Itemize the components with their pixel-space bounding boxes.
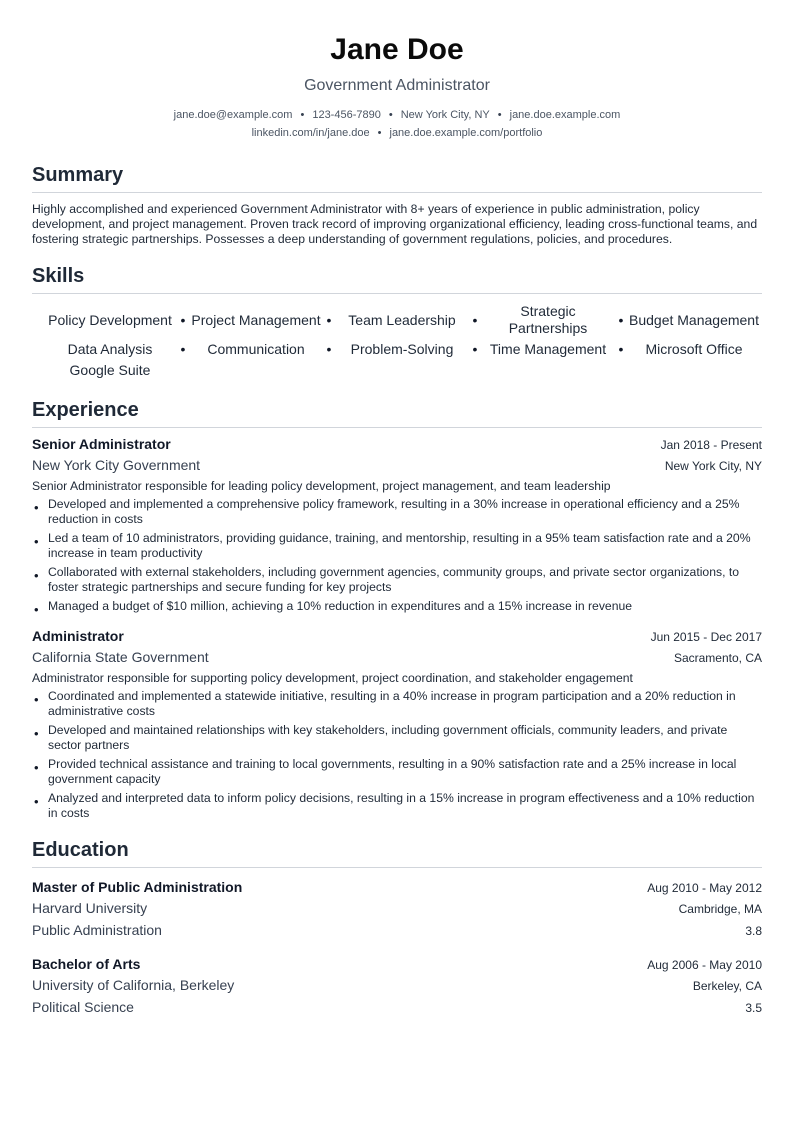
bullet-dot: •	[34, 568, 39, 583]
bullet-dot: •	[326, 312, 332, 328]
section-divider	[32, 192, 762, 193]
list-item: • Led a team of 10 administrators, providing guidance, training, and mentorship, resulting in a 95% team satisfaction rate and a 20% increase in team productivity	[34, 531, 751, 560]
section-title: Skills	[32, 265, 85, 287]
education-entry	[32, 954, 762, 1019]
skills-list	[32, 303, 762, 379]
contact-info	[32, 106, 762, 142]
school-name: Harvard University	[32, 900, 148, 916]
job-entry	[32, 434, 762, 617]
bullet-dot: •	[180, 312, 186, 328]
list-item: • Collaborated with external stakeholders, including government agencies, community groups, and private sector organizations, to foster strategic partnerships and secure funding for key projects	[34, 565, 740, 594]
bullet-dot: •	[34, 692, 39, 707]
linkedin-link[interactable]: linkedin.com/in/jane.doe	[251, 127, 370, 139]
job-organization: California State Government	[32, 649, 209, 665]
bullet-dot: •	[618, 312, 624, 328]
resume-page	[32, 30, 762, 1019]
gpa-value: 3.8	[745, 924, 762, 938]
job-bullets	[32, 689, 762, 821]
skills-section	[32, 263, 762, 379]
skill-item: Data Analysis	[67, 340, 153, 357]
degree-title: Master of Public Administration	[32, 879, 243, 895]
degree-title: Bachelor of Arts	[32, 956, 141, 972]
experience-section	[32, 397, 762, 821]
job-organization: New York City Government	[32, 457, 201, 473]
gpa-value: 3.5	[745, 1001, 762, 1015]
list-item: • Analyzed and interpreted data to inform policy decisions, resulting in a 15% increase in program effectiveness and a 10% reduction in costs	[34, 791, 755, 820]
skill-item: • Microsoft Office	[616, 337, 762, 361]
job-date: Jan 2018 - Present	[660, 438, 762, 452]
contact-line-1	[32, 106, 762, 124]
location-text: New York City, NY	[400, 109, 490, 121]
job-entry	[32, 626, 762, 821]
resume-header	[32, 30, 762, 142]
section-divider	[32, 293, 762, 294]
bullet-dot: •	[34, 602, 39, 617]
job-location: Sacramento, CA	[673, 651, 762, 665]
bullet-dot: •	[180, 341, 186, 357]
list-item: • Developed and implemented a comprehensive policy framework, resulting in a 30% increase in operational efficiency and a 25% reduction in costs	[34, 497, 740, 526]
job-date: Jun 2015 - Dec 2017	[650, 630, 762, 644]
bullet-dot: •	[34, 534, 39, 549]
job-description: Administrator responsible for supporting policy development, project coordination, and stakeholder engagement	[32, 671, 633, 685]
list-item: • Managed a budget of $10 million, achieving a 10% reduction in expenditures and a 15% increase in revenue	[34, 599, 633, 617]
skill-item: • Problem-Solving	[324, 337, 470, 361]
education-section	[32, 837, 762, 1019]
job-bullets	[32, 497, 762, 617]
skill-item: • Team Leadership	[324, 303, 470, 337]
job-title: Administrator	[32, 628, 124, 644]
phone-number[interactable]: 123-456-7890	[312, 109, 381, 121]
portfolio-link[interactable]: jane.doe.example.com/portfolio	[389, 127, 543, 139]
list-item: • Provided technical assistance and training to local governments, resulting in a 90% satisfaction rate and a 25% increase in local government capacity	[34, 757, 737, 786]
summary-section	[32, 162, 762, 247]
email-link[interactable]: jane.doe@example.com	[173, 109, 293, 121]
job-description: Senior Administrator responsible for leading policy development, project management, and team leadership	[32, 479, 611, 493]
education-entry	[32, 877, 762, 942]
section-title: Education	[32, 839, 129, 861]
candidate-name: Jane Doe	[330, 33, 464, 66]
bullet-dot: •	[34, 500, 39, 515]
contact-line-2	[32, 124, 762, 142]
education-date: Aug 2010 - May 2012	[647, 881, 762, 895]
separator-dot: •	[377, 127, 382, 139]
bullet-dot: •	[472, 341, 478, 357]
job-location: New York City, NY	[664, 459, 762, 473]
bullet-dot: •	[34, 760, 39, 775]
separator-dot: •	[388, 109, 393, 121]
bullet-dot: •	[618, 341, 624, 357]
skill-item: Google Suite	[69, 361, 151, 378]
skill-item: Policy Development	[48, 311, 172, 328]
education-date: Aug 2006 - May 2010	[647, 958, 762, 972]
bullet-dot: •	[326, 341, 332, 357]
summary-text: Highly accomplished and experienced Government Administrator with 8+ years of experience in public administration, policy development, and project management. Proven track record of improving organizational efficiency, leading cross-functional teams, and fostering strategic partnerships. Possesses a deep understanding of government regulations, policies, and procedures.	[32, 202, 758, 246]
list-item: • Developed and maintained relationships with key stakeholders, including government officials, community leaders, and private sector partners	[34, 723, 728, 752]
skill-item: • Strategic Partnerships	[470, 303, 616, 337]
school-name: University of California, Berkeley	[32, 977, 235, 993]
skill-item: • Budget Management	[616, 303, 762, 337]
school-location: Cambridge, MA	[678, 902, 762, 916]
section-divider	[32, 427, 762, 428]
skill-item: • Communication	[178, 337, 324, 361]
section-divider	[32, 867, 762, 868]
skill-item: • Time Management	[470, 337, 616, 361]
website-link[interactable]: jane.doe.example.com	[509, 109, 621, 121]
skill-item: • Project Management	[178, 303, 324, 337]
bullet-dot: •	[34, 794, 39, 809]
section-title: Summary	[32, 164, 124, 186]
field-of-study: Public Administration	[32, 922, 162, 938]
bullet-dot: •	[34, 726, 39, 741]
list-item: • Coordinated and implemented a statewide initiative, resulting in a 40% increase in program participation and a 20% reduction in administrative costs	[34, 689, 736, 718]
bullet-dot: •	[472, 312, 478, 328]
job-title: Senior Administrator	[32, 436, 171, 452]
field-of-study: Political Science	[32, 999, 134, 1015]
school-location: Berkeley, CA	[692, 979, 762, 993]
separator-dot: •	[300, 109, 305, 121]
section-title: Experience	[32, 399, 139, 421]
candidate-role: Government Administrator	[304, 77, 490, 94]
separator-dot: •	[497, 109, 502, 121]
